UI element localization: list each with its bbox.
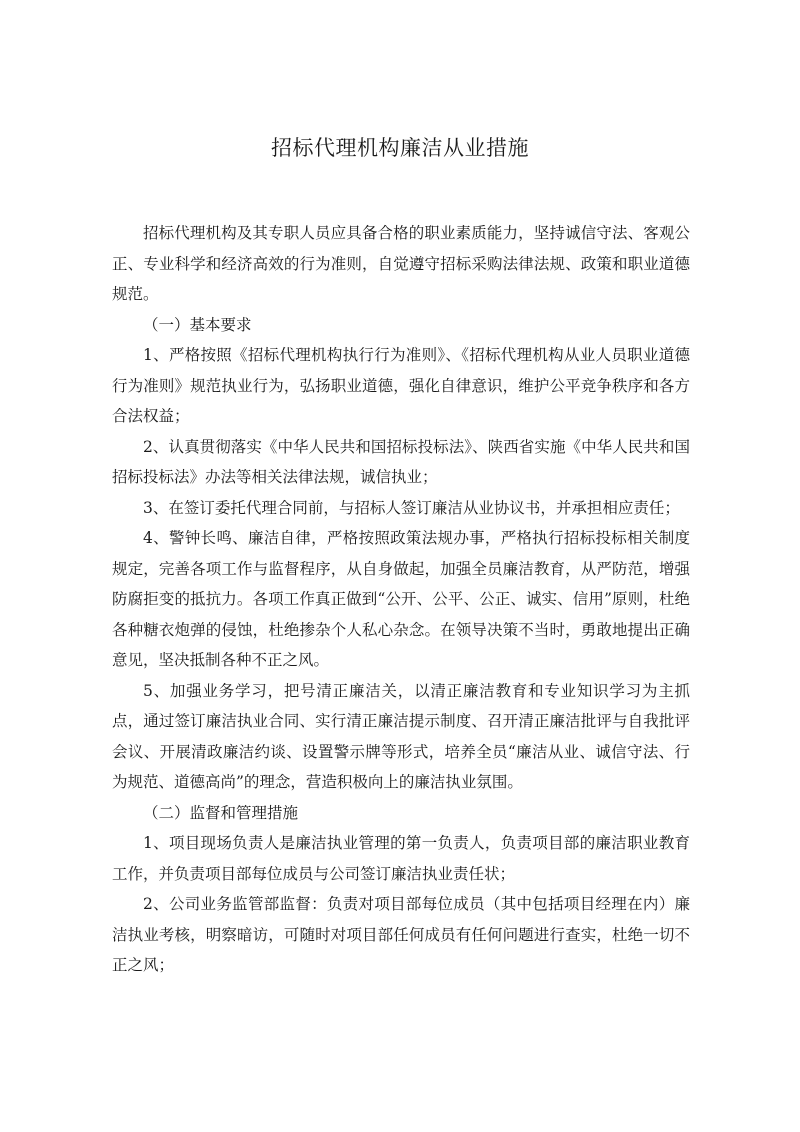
list-item: 1、严格按照《招标代理机构执行行为准则》、《招标代理机构从业人员职业道德行为准则》规范执业行为，弘扬职业道德，强化自律意识，维护公平竞争秩序和各方合法权益； bbox=[112, 346, 690, 425]
list-item: 2、公司业务监管部监督：负责对项目部每位成员（其中包括项目经理在内）廉洁执业考核，明察暗访，可随时对项目部任何成员有任何问题进行查实，杜绝一切不正之风； bbox=[112, 895, 690, 974]
list-item: 3、在签订委托代理合同前，与招标人签订廉洁从业协议书，并承担相应责任； bbox=[143, 498, 680, 517]
list-item: 1、项目现场负责人是廉洁执业管理的第一负责人，负责项目部的廉洁职业教育工作，并负责项目部每位成员与公司签订廉洁执业责任状； bbox=[112, 834, 690, 883]
document-title: 招标代理机构廉洁从业措施 bbox=[271, 136, 529, 160]
section-heading-supervision-measures: （二）监督和管理措施 bbox=[143, 803, 299, 822]
intro-paragraph: 招标代理机构及其专职人员应具备合格的职业素质能力，坚持诚信守法、客观公正、专业科学和经济高效的行为准则，自觉遵守招标采购法律法规、政策和职业道德规范。 bbox=[112, 224, 690, 303]
list-item: 5、加强业务学习，把号清正廉洁关，以清正廉洁教育和专业知识学习为主抓点，通过签订廉洁执业合同、实行清正廉洁提示制度、召开清正廉洁批评与自我批评会议、开展清政廉洁约谈、设置警示牌等形式，培养全员“廉洁从业、诚信守法、行为规范、道德高尚”的理念，营造积极向上的廉洁执业氛围。 bbox=[112, 681, 690, 791]
list-item: 4、警钟长鸣、廉洁自律，严格按照政策法规办事，严格执行招标投标相关制度规定，完善各项工作与监督程序，从自身做起，加强全员廉洁教育，从严防范，增强防腐拒变的抵抗力。各项工作真正做到“公开、公平、公正、诚实、信用”原则，杜绝各种糖衣炮弹的侵蚀，杜绝掺杂个人私心杂念。在领导决策不当时，勇敢地提出正确意见，坚决抵制各种不正之风。 bbox=[112, 529, 690, 669]
section-heading-basic-requirements: （一）基本要求 bbox=[143, 315, 252, 334]
list-item: 2、认真贯彻落实《中华人民共和国招标投标法》、陕西省实施《中华人民共和国招标投标法》办法等相关法律法规，诚信执业； bbox=[112, 437, 690, 486]
document-body bbox=[112, 218, 690, 981]
